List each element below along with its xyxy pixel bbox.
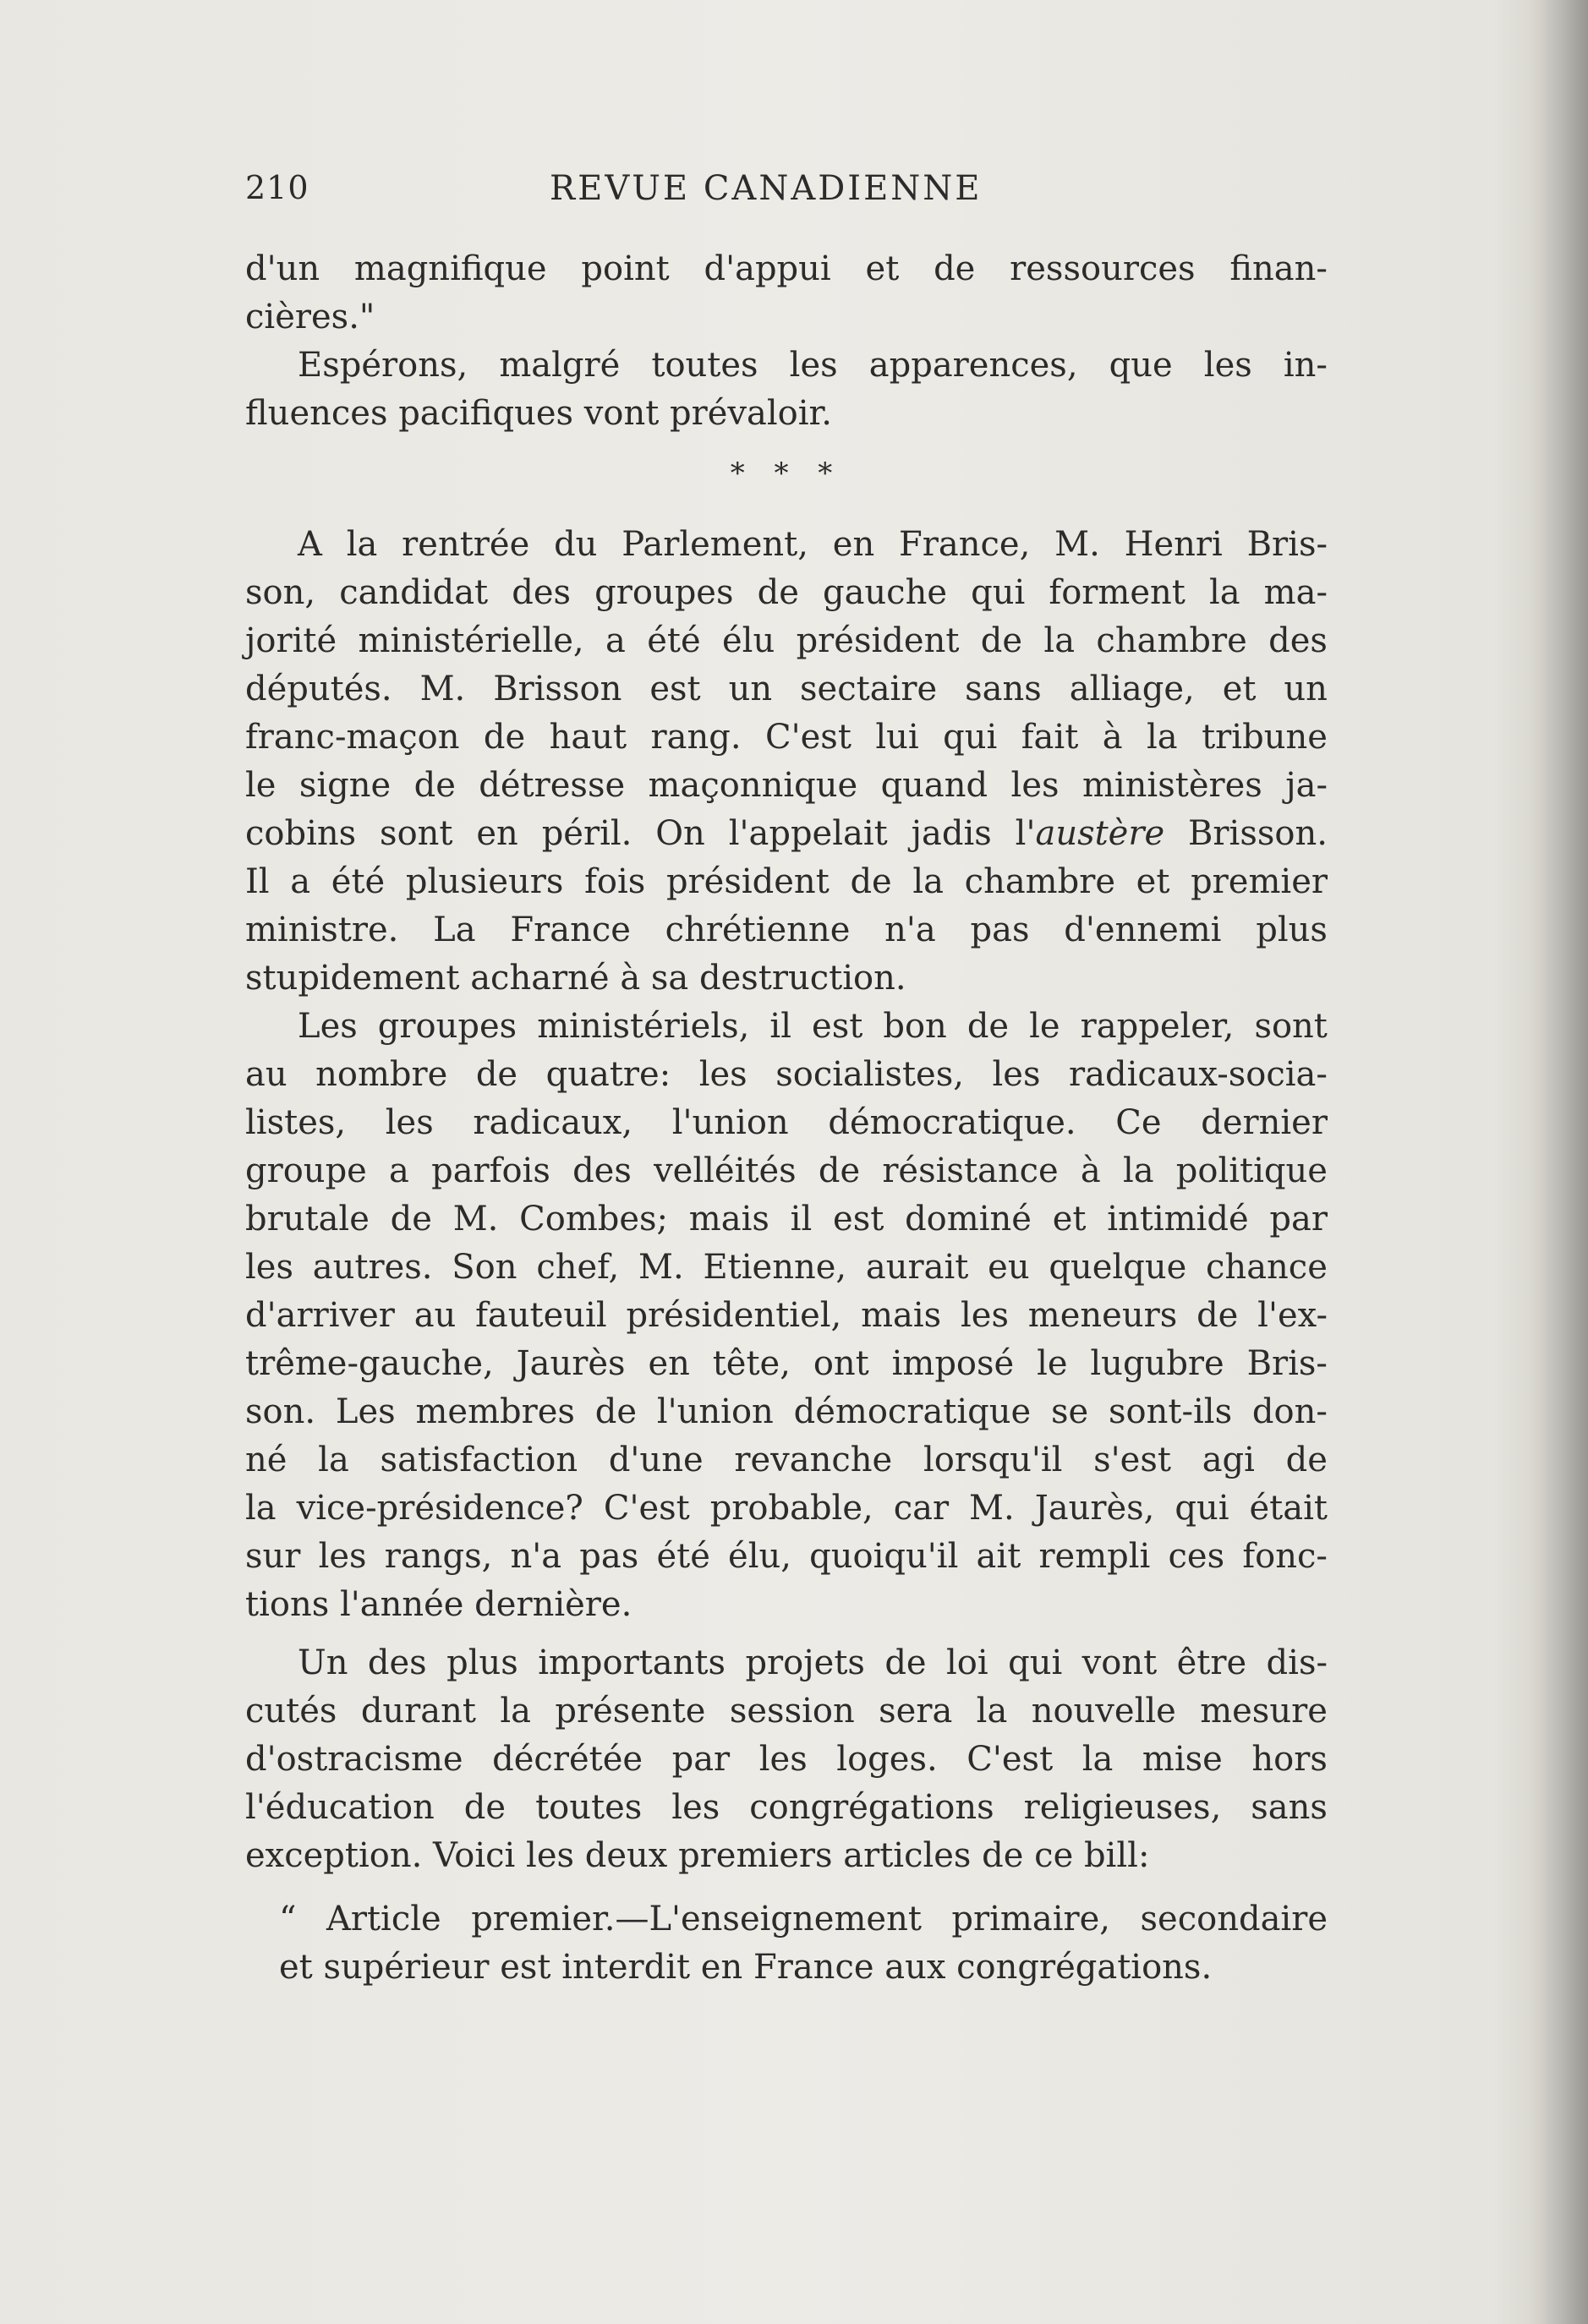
- text-line: tions l'année dernière.: [245, 1585, 632, 1624]
- text-line: Un des plus importants projets de loi qui vont être dis-: [298, 1643, 1328, 1682]
- text-line: son, candidat des groupes de gauche qui forment la ma-: [245, 573, 1328, 612]
- running-title: REVUE CANADIENNE: [550, 169, 983, 208]
- page-body: [245, 245, 1328, 1992]
- page-number: 210: [245, 169, 309, 206]
- text-line: listes, les radicaux, l'union démocratique. Ce dernier: [245, 1103, 1328, 1142]
- text-line: l'éducation de toutes les congrégations religieuses, sans: [245, 1788, 1328, 1827]
- text-line: au nombre de quatre: les socialistes, les radicaux-socia-: [245, 1055, 1328, 1094]
- text-line: et supérieur est interdit en France aux congrégations.: [279, 1948, 1213, 1987]
- paragraph: [245, 1639, 1328, 1880]
- paragraph-continuation: [245, 245, 1328, 342]
- text-line: né la satisfaction d'une revanche lorsqu'il s'est agi de: [245, 1441, 1328, 1479]
- text-line: jorité ministérielle, a été élu président de la chambre des: [245, 621, 1328, 660]
- paragraph: [245, 1003, 1328, 1629]
- text-line: députés. M. Brisson est un sectaire sans alliage, et un: [245, 670, 1328, 708]
- text-line: d'arriver au fauteuil présidentiel, mais les meneurs de l'ex-: [245, 1296, 1328, 1335]
- text-line: Il a été plusieurs fois président de la chambre et premier: [245, 862, 1328, 901]
- text-line: fluences pacifiques vont prévaloir.: [245, 394, 832, 433]
- text-line: A la rentrée du Parlement, en France, M. Henri Bris-: [298, 525, 1328, 564]
- text-line: sur les rangs, n'a pas été élu, quoiqu'il ait rempli ces fonc-: [245, 1537, 1328, 1576]
- text-line: franc-maçon de haut rang. C'est lui qui fait à la tribune: [245, 718, 1328, 757]
- page-edge-shadow: [1529, 0, 1588, 2324]
- text-line: trême-gauche, Jaurès en tête, ont imposé le lugubre Bris-: [245, 1344, 1328, 1383]
- text-line: brutale de M. Combes; mais il est dominé et intimidé par: [245, 1200, 1328, 1239]
- text-line: ministre. La France chrétienne n'a pas d'ennemi plus: [245, 910, 1328, 949]
- quoted-article: [245, 1895, 1328, 1992]
- page-header: [245, 169, 1311, 220]
- text-line: le signe de détresse maçonnique quand les ministères ja-: [245, 766, 1328, 805]
- text-line: Espérons, malgré toutes les apparences, que les in-: [298, 346, 1328, 385]
- text-line: exception. Voici les deux premiers articles de ce bill:: [245, 1836, 1150, 1875]
- text-line: cobins sont en péril. On l'appelait jadis l'austère Brisson.: [245, 814, 1328, 853]
- paragraph: [245, 342, 1328, 438]
- text-line: “ Article premier.—L'enseignement primaire, secondaire: [279, 1900, 1328, 1938]
- text-line: Les groupes ministériels, il est bon de le rappeler, sont: [298, 1007, 1328, 1046]
- text-line: son. Les membres de l'union démocratique se sont-ils don-: [245, 1392, 1328, 1431]
- text-line: cutés durant la présente session sera la nouvelle mesure: [245, 1692, 1328, 1731]
- text-line: d'un magnifique point d'appui et de ressources finan-: [245, 249, 1328, 288]
- section-separator: * * *: [730, 457, 843, 490]
- text-line: les autres. Son chef, M. Etienne, aurait eu quelque chance: [245, 1248, 1328, 1287]
- text-line: cières.": [245, 298, 375, 336]
- paragraph: [245, 521, 1328, 1003]
- text-line: la vice-présidence? C'est probable, car M. Jaurès, qui était: [245, 1489, 1328, 1528]
- paragraph-gap: [245, 1629, 1328, 1639]
- text-line: groupe a parfois des velléités de résistance à la politique: [245, 1151, 1328, 1190]
- text-line: d'ostracisme décrétée par les loges. C'est la mise hors: [245, 1740, 1328, 1779]
- text-line: stupidement acharné à sa destruction.: [245, 959, 906, 998]
